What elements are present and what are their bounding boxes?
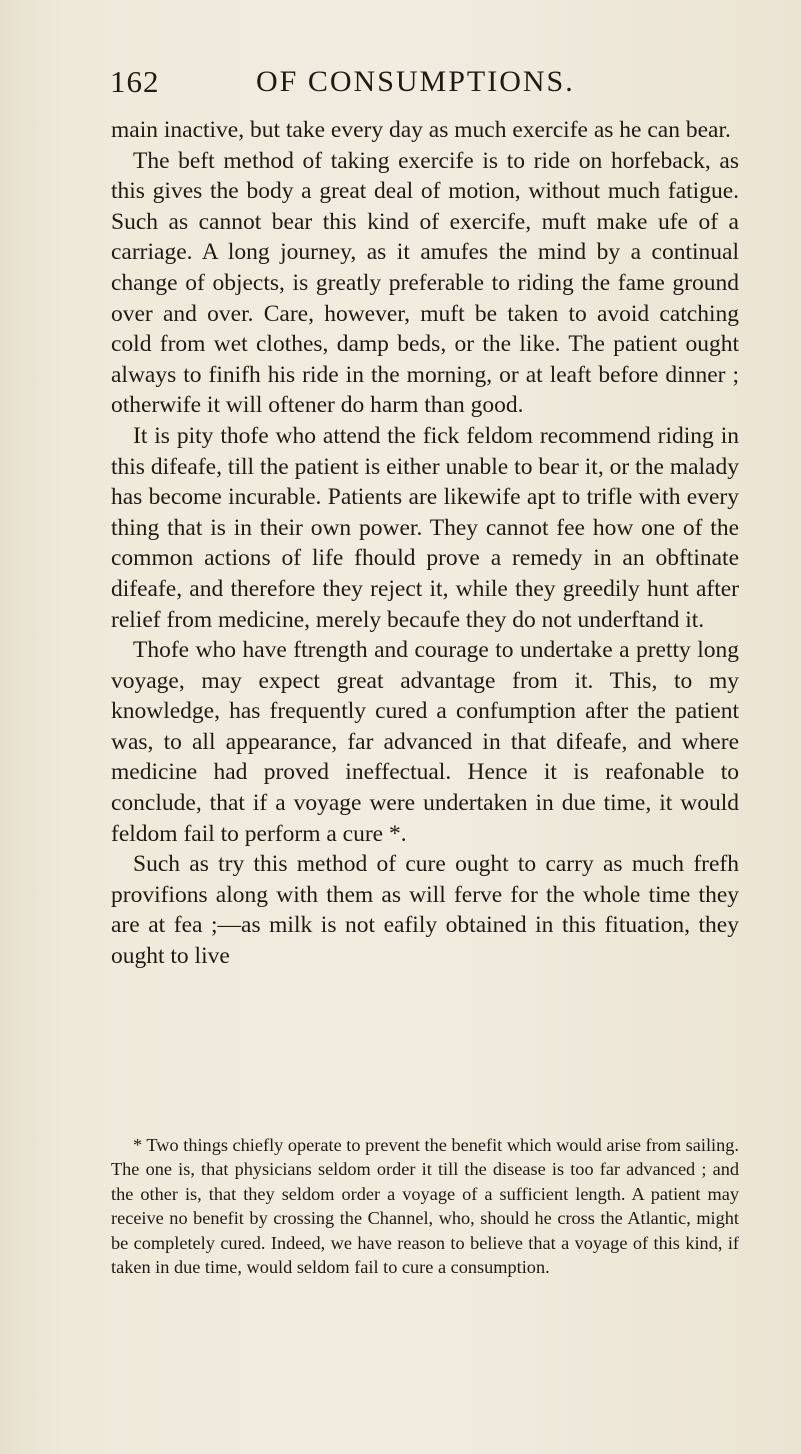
paragraph-voyage: Thofe who have ftrength and courage to undertake a pretty long voyage, may expect great advantage from it. This, to my knowledge, has frequently cured a confumption after the patient was, to all appearance, far advanced in that difeafe, and where medicine had proved ineffectual. Hence it is reafonable to conclude, that if a voyage were undertaken in due time, it would feldom fail to perform a cure *. bbox=[111, 637, 739, 847]
paragraph-recommend-riding: It is pity thofe who attend the fick feldom recommend riding in this difeafe, till the patient is either unable to bear it, or the malady has become incurable. Patients are likewife apt to trifle with every thing that is in their own power. They cannot fee how one of the common actions of life fhould prove a remedy in an obftinate difeafe, and therefore they reject it, while they greedily hunt after relief from medicine, merely becaufe they do not underftand it. bbox=[111, 422, 739, 633]
footnote bbox=[111, 1133, 739, 1279]
page-header bbox=[110, 62, 750, 102]
body-text bbox=[111, 115, 739, 972]
running-head: OF CONSUMPTIONS. bbox=[256, 65, 575, 98]
footnote-text: * Two things chiefly operate to prevent the benefit which would arise from sailing. The one is, that physicians seldom order it till the disease is too far advanced ; and the other is, that they seldom order a voyage of a sufficient length. A patient may receive no benefit by crossing the Channel, who, should he cross the Atlantic, might be completely cured. Indeed, we have reason to believe that a voyage of this kind, if taken in due time, would seldom fail to cure a consumption. bbox=[111, 1135, 739, 1278]
page-number: 162 bbox=[110, 64, 160, 99]
paragraph-continuation: main inactive, but take every day as much exercife as he can bear. bbox=[111, 117, 731, 143]
paragraph-provisions: Such as try this method of cure ought to carry as much frefh provifions along with them as will ferve for the whole time they are at fea ;—as milk is not eafily obtained in this fituation, they ought to live bbox=[111, 851, 739, 970]
paragraph-riding: The beft method of taking exercife is to ride on horfeback, as this gives the body a great deal of motion, without much fatigue. Such as cannot bear this kind of exercife, muft make ufe of a carriage. A long journey, as it amufes the mind by a continual change of objects, is greatly preferable to riding the fame ground over and over. Care, however, muft be taken to avoid catching cold from wet clothes, damp beds, or the like. The patient ought always to finifh his ride in the morning, or at leaft before dinner ; otherwife it will oftener do harm than good. bbox=[111, 147, 739, 419]
